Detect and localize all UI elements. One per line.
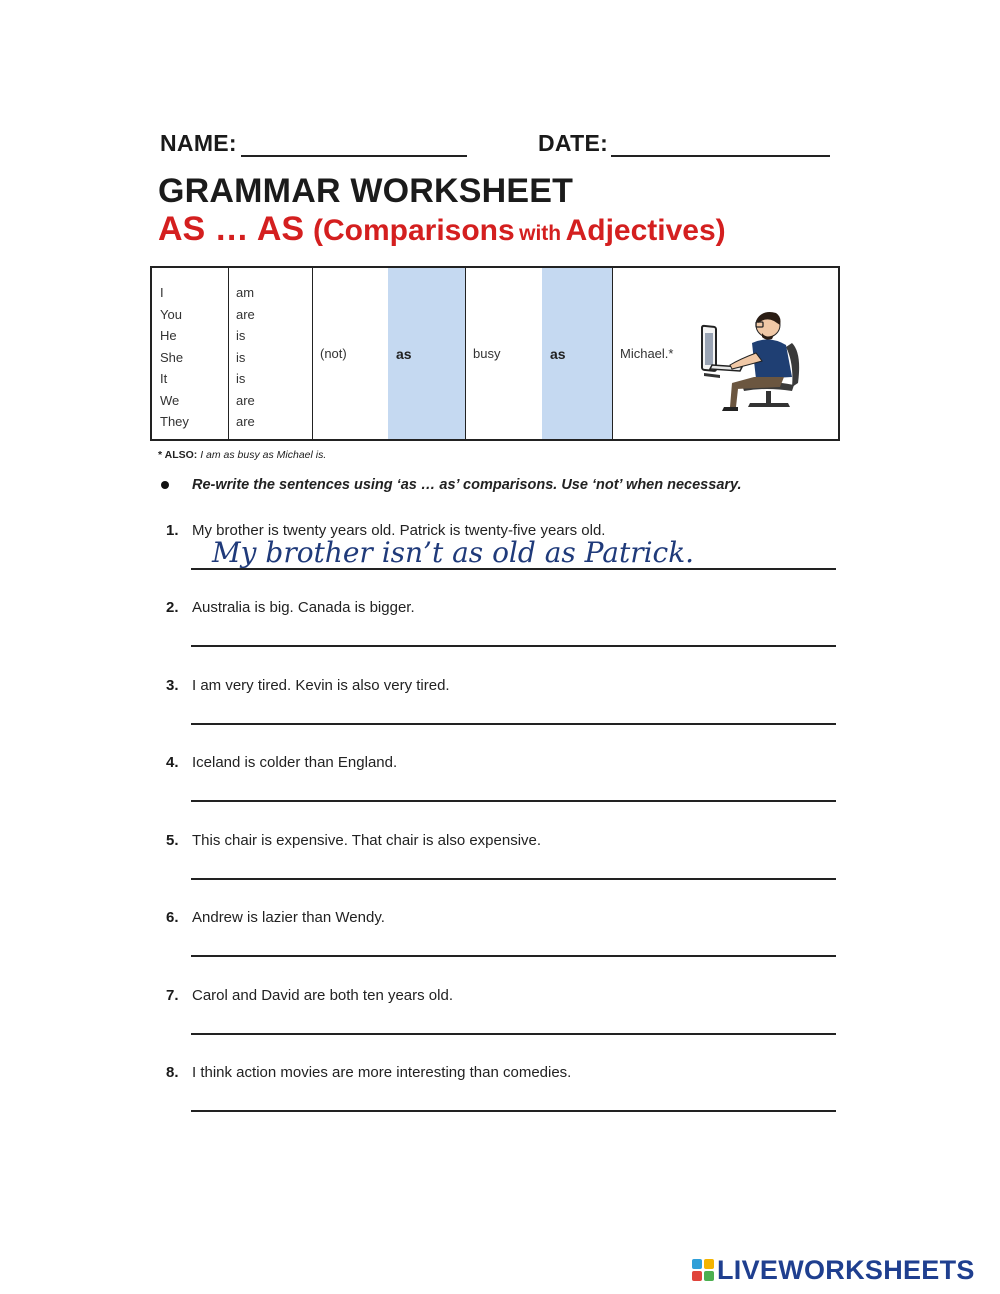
subject-pronoun: They [160,414,189,429]
adjective-text: busy [473,346,501,361]
subject-pronoun: She [160,349,184,365]
question-item [166,832,838,892]
header-row [160,130,835,164]
question-number: 6. [166,909,179,926]
question-item [166,677,838,737]
verb-form: is [236,328,246,343]
verb-form: is [236,349,246,365]
verb-form: are [236,306,255,322]
subject-pronoun: He [160,328,177,343]
verbs-list [236,282,255,433]
question-text: Australia is big. Canada is bigger. [192,599,415,616]
verb-form: am [236,285,255,300]
answer-line[interactable] [191,800,836,802]
question-text: I am very tired. Kevin is also very tired. [192,677,450,694]
question-item [166,1064,838,1124]
question-text: Iceland is colder than England. [192,754,398,771]
question-number: 5. [166,832,179,849]
question-number: 2. [166,599,179,616]
bullet-icon [161,481,169,489]
adjective-column [465,268,543,439]
subject-pronoun: We [160,392,180,408]
worksheet-subtitle [158,210,726,249]
answer-line[interactable] [191,1110,836,1112]
as-column-1 [388,268,466,439]
question-item [166,909,838,969]
answer-line[interactable] [191,955,836,957]
also-text: I am as busy as Michael is. [200,449,327,461]
also-note [158,449,326,461]
verbs-column [228,268,313,439]
question-item [166,522,838,582]
subjects-list [160,282,189,433]
answer-line[interactable] [191,645,836,647]
liveworksheets-logo-icon [692,1259,714,1281]
instruction-text: Re-write the sentences using ‘as … as’ comparisons. Use ‘not’ when necessary. [192,477,742,493]
question-text: Carol and David are both ten years old. [192,987,453,1004]
subtitle-comparisons: (Comparisons [312,214,515,247]
answer-line[interactable] [191,723,836,725]
question-number: 1. [166,522,179,539]
question-text: I think action movies are more interesting than comedies. [192,1064,572,1081]
subjects-column [152,268,229,439]
negation-column [312,268,389,439]
person-at-computer-icon [696,303,806,415]
also-label: * ALSO: [158,449,198,461]
question-item [166,599,838,659]
as-column-2 [542,268,613,439]
as-word-2: as [550,345,566,362]
subtitle-as-as: AS … AS [158,210,305,248]
date-label: DATE: [538,130,609,156]
answer-line[interactable] [191,878,836,880]
subtitle-with: with [519,222,562,245]
verb-form: are [236,392,255,408]
object-text: Michael.* [620,346,674,361]
liveworksheets-logo [692,1255,975,1285]
liveworksheets-logo-text: LIVEWORKSHEETS [717,1254,975,1285]
name-label: NAME: [160,130,237,156]
question-number: 7. [166,987,179,1004]
subject-pronoun: It [160,371,168,386]
question-number: 8. [166,1064,179,1081]
question-item [166,754,838,814]
question-item [166,987,838,1047]
date-line [611,155,830,157]
negation-text: (not) [320,346,347,361]
question-text: This chair is expensive. That chair is also expensive. [192,832,542,849]
question-text: My brother is twenty years old. Patrick is twenty-five years old. [192,522,606,539]
question-text: Andrew is lazier than Wendy. [192,909,385,926]
handwritten-answer: My brother isn’t as old as Patrick. [212,536,695,569]
question-number: 3. [166,677,179,694]
name-line [241,155,467,157]
verb-form: is [236,371,246,386]
subject-pronoun: You [160,306,182,322]
answer-line[interactable] [191,1033,836,1035]
as-word-1: as [396,345,412,362]
subtitle-adjectives: Adjectives) [565,214,726,247]
verb-form: are [236,414,255,429]
subject-pronoun: I [160,285,164,300]
question-number: 4. [166,754,179,771]
worksheet-title: GRAMMAR WORKSHEET [158,172,574,210]
